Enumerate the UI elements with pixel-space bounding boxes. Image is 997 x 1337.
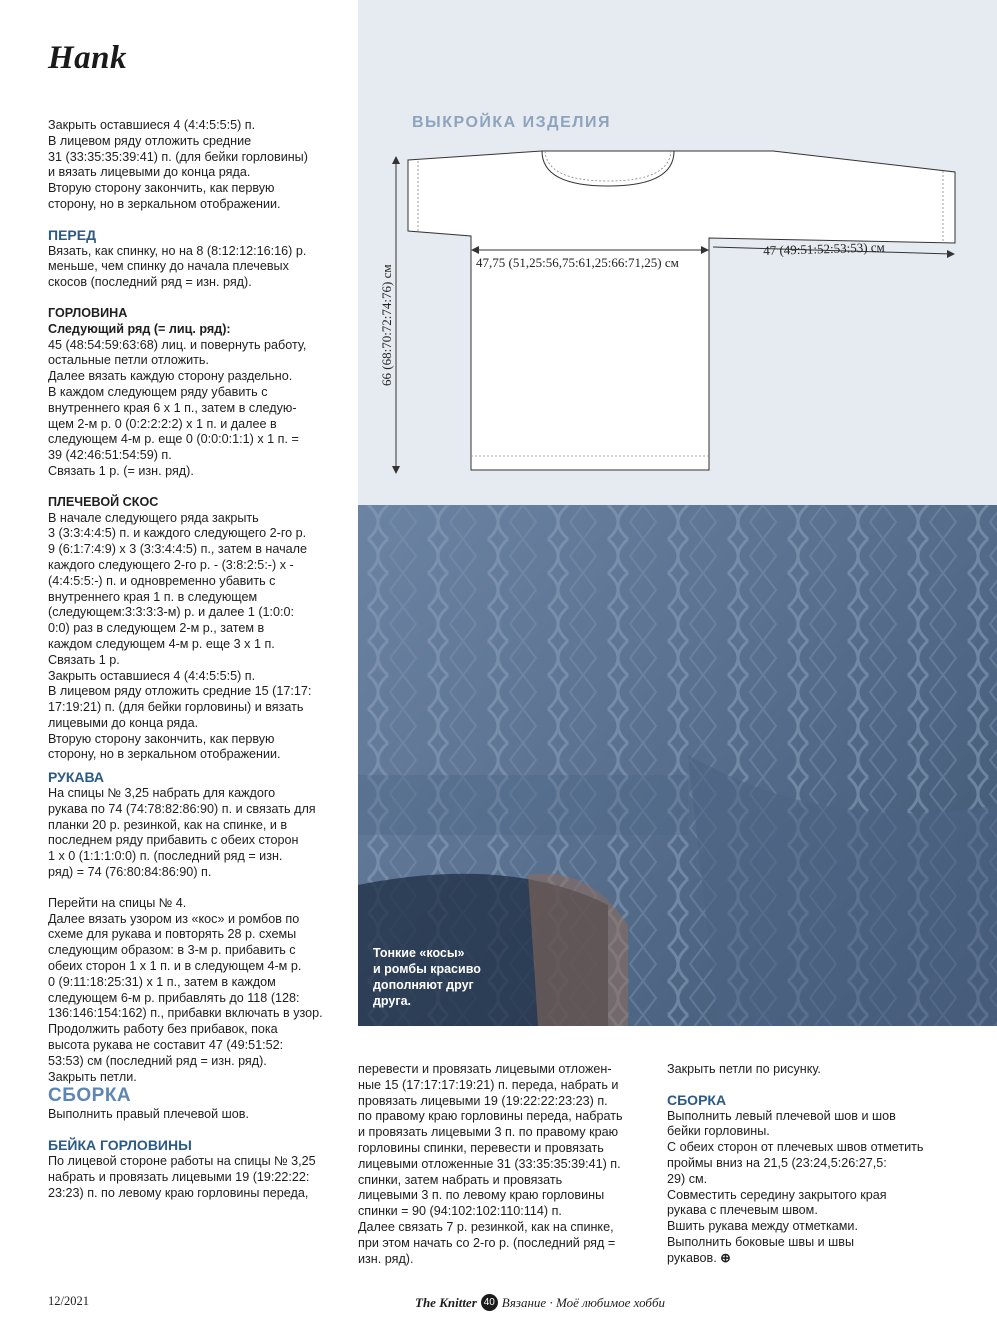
height-label: 66 (68:70:72:74:76) см <box>379 264 394 386</box>
photo-caption: Тонкие «косы» и ромбы красиво дополняют друг друга. <box>373 946 481 1008</box>
front-heading: ПЕРЕД <box>48 226 97 243</box>
sleeves-continued-text: Перейти на спицы № 4. Далее вязать узором из «кос» и ромбов по схеме для рукава и повторять 28 р. схемы следующим образом: в 3-м р. прибавить с обеих сторон 1 х 1 п. и в следующем 4-м р. 0 (9:11:18:25:31) х 1 п., затем в каждом следующем 6-м р. прибавлять до 118 (128: 136:146:154:162) п., прибавки включать в узор. Продолжить работу без прибавок, пока высота рукава не составит 47 (49:51:52: 53:53) см (последний ряд = изн. ряд). Закрыть петли. <box>48 895 323 1084</box>
assembly-heading-2: СБОРКА <box>667 1091 727 1108</box>
sleeves-heading: РУКАВА <box>48 769 105 786</box>
sweater-outline <box>408 151 955 470</box>
neck-heading: ГОРЛОВИНА <box>48 305 128 320</box>
neckband-heading: БЕЙКА ГОРЛОВИНЫ <box>48 1137 192 1154</box>
page-number: 40 <box>481 1294 498 1311</box>
page-title: Hank <box>48 40 128 76</box>
sleeves-text: На спицы № 3,25 набрать для каждого рукава по 74 (74:78:82:86:90) п. и связать для планки 20 р. резинкой, как на спинке, и в последнем ряду прибавить с обеих сторон 1 х 0 (1:1:1:0:0) п. (последний ряд = изн. ряд) = 74 (76:80:84:86:90) п. <box>48 786 316 880</box>
shoulder-heading: ПЛЕЧЕВОЙ СКОС <box>48 494 159 509</box>
footer-brand: The Knitter 40 Вязание · Моё любимое хобби <box>415 1294 665 1310</box>
assembly-heading: СБОРКА <box>48 1085 132 1107</box>
intro-text: Закрыть оставшиеся 4 (4:4:5:5:5) п. В лицевом ряду отложить средние 31 (33:35:35:39:41) п. (для бейки горловины) и вязать лицевыми до конца ряда. Вторую сторону закончить, как первую сторону, но в зеркальном отображении. <box>48 118 308 211</box>
sweater-schematic <box>358 0 997 505</box>
schematic-title: ВЫКРОЙКА ИЗДЕЛИЯ <box>412 114 611 131</box>
sleeve-label: 47 (49:51:52:53:53) см <box>763 239 886 258</box>
neckband-text: По лицевой стороне работы на спицы № 3,25 набрать и провязать лицевыми 19 (19:22:22: 23:23) п. по левому краю горловины переда, <box>48 1154 316 1200</box>
neck-text: 45 (48:54:59:63:68) лиц. и повернуть работу, остальные петли отложить. Далее вязать каждую сторону раздельно. В каждом следующем ряду убавить с внутреннего края 6 х 1 п., затем в следую- щем 2-м р. 0 (0:2:2:2:2) х 1 п. и далее в следующем 4-м р. еще 0 (0:0:0:1:1) х 1 п. = 39 (42:46:51:54:59) п. Связать 1 р. (= изн. ряд). <box>48 337 307 478</box>
schematic-panel <box>358 0 997 505</box>
end-mark-icon: ⊕ <box>720 1250 731 1265</box>
front-text: Вязать, как спинку, но на 8 (8:12:12:16:16) р. меньше, чем спинку до начала плечевых скосов (последний ряд = изн. ряд). <box>48 243 307 290</box>
footer-date: 12/2021 <box>48 1294 89 1308</box>
sweater-photo <box>358 505 997 1026</box>
right-column: Закрыть петли по рисунку. СБОРКА Выполнить левый плечевой шов и шов бейки горловины. С обеих сторон от плечевых швов отметить проймы вниз на 21,5 (23:24,5:26:27,5: 29) см. Совместить середину закрытого края рукава с плечевым швом. Вшить рукава между отметками. Выполнить боковые швы и швы рукавов. ⊕ <box>667 1062 967 1267</box>
width-label: 47,75 (51,25:56,75:61,25:66:71,25) см <box>476 255 679 270</box>
assembly-text: Выполнить правый плечевой шов. <box>48 1107 249 1122</box>
middle-column: перевести и провязать лицевыми отложен- ные 15 (17:17:17:19:21) п. переда, набрать и провязать лицевыми 19 (19:22:22:23:23) п. по правому краю горловины переда, набрать и провязать лицевыми 3 п. по правому краю горловины спинки, перевести и провязать лицевыми отложенные 31 (33:35:35:39:41) п. спинки, затем набрать и провязать лицевыми 3 п. по левому краю горловины спинки = 90 (94:102:102:110:114) п. Далее связать 7 р. резинкой, как на спинке, при этом начать со 2-го р. (последний ряд = изн. ряд). <box>358 1062 623 1266</box>
left-column <box>48 118 348 1201</box>
neck-subheading: Следующий ряд (= лиц. ряд): <box>48 321 231 336</box>
shoulder-text: В начале следующего ряда закрыть 3 (3:3:4:4:5) п. и каждого следующего 2-го р. 9 (6:1:7:4:9) х 3 (3:3:4:4:5) п., затем в начале каждого следующего 2-го р. - (3:8:2:5:-) х - (4:4:5:5:-) п. и одновременно убавить с внутреннего края 1 п. в следующем (следующем:3:3:3:3-м) р. и далее 1 (1:0:0: 0:0) раз в следующем 2-м р., затем в каждом следующем 4-м р. еще 3 х 1 п. Связать 1 р. Закрыть оставшиеся 4 (4:4:5:5:5) п. В лицевом ряду отложить средние 15 (17:17: 17:19:21) п. (для бейки горловины) и вязать лицевыми до конца ряда. Вторую сторону закончить, как первую сторону, но в зеркальном отображении. <box>48 510 312 762</box>
